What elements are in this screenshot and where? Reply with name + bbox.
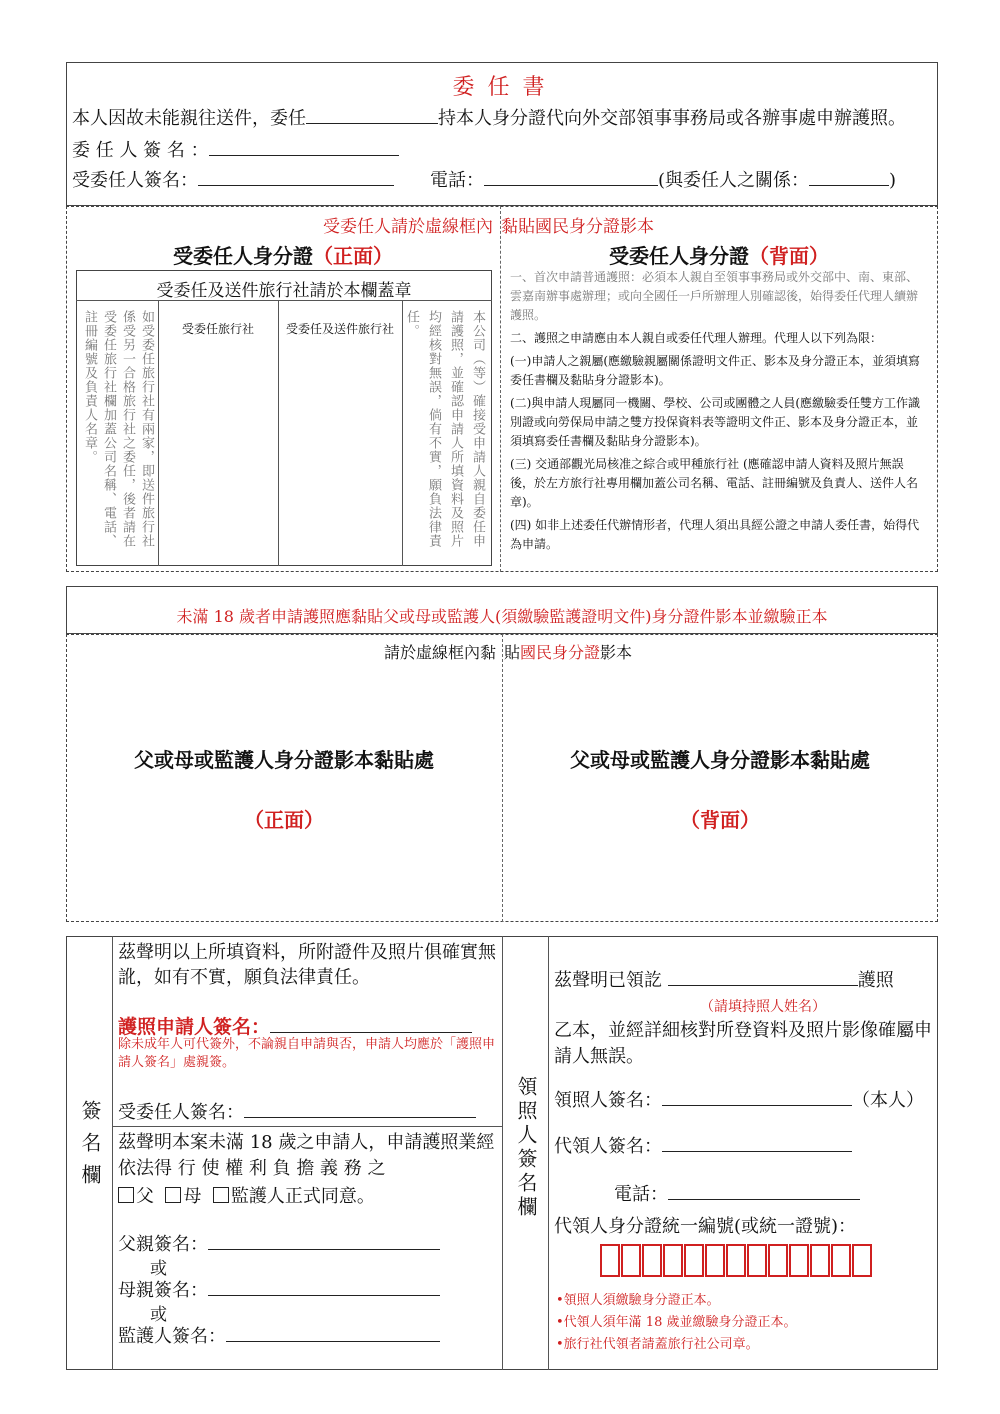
stamp-left-note: 如受委任旅行社有兩家，即送件旅行社係受另一合格旅行社之委任，後者請在受委任旅行社欄加蓋公司名稱、電話、註冊編號及負責人名章。 <box>82 310 154 548</box>
letter-line1-post: 持本人身分證代向外交部領事事務局或各辦事處申辦護照。 <box>438 108 906 129</box>
guardian-back-side: （背面） <box>680 808 760 832</box>
id-digit-box[interactable] <box>600 1244 620 1277</box>
id-digit-box[interactable] <box>789 1244 809 1277</box>
mother-option: 母 <box>183 1186 202 1207</box>
proxy-signature-label: 代領人簽名： <box>554 1136 662 1157</box>
holder-signature-row <box>554 1086 924 1112</box>
signature-label-divider <box>112 936 113 1370</box>
guardian-option: 監護人正式同意。 <box>230 1186 375 1207</box>
id-digit-box[interactable] <box>831 1244 851 1277</box>
holder-name-field[interactable] <box>668 967 858 986</box>
father-option: 父 <box>136 1186 154 1207</box>
guardian-front-side: （正面） <box>244 808 324 832</box>
agent-id-back-heading <box>500 240 938 269</box>
agent-phone-row <box>430 166 896 192</box>
guardian-instruction <box>330 640 632 663</box>
sig-agent-label: 受委任人簽名： <box>118 1102 244 1123</box>
agent-id-instruction <box>0 212 1000 237</box>
father-signature-row <box>118 1230 440 1256</box>
id-digit-box[interactable] <box>621 1244 641 1277</box>
note-item: (一)申請人之親屬(應繳驗親屬關係證明文件正、影本及身分證正本，並須填寫委任書欄及黏貼身分證影本)。 <box>510 354 921 387</box>
signature-row-divider <box>112 1126 502 1127</box>
applicant-signature-label: 護照申請人簽名： <box>118 1016 271 1038</box>
applicant-signature-note: 除未成年人可代簽外，不論親自申請與否，申請人均應於「護照申請人簽名」處親簽。 <box>118 1037 496 1070</box>
receive-line2: 乙本，並經詳細核對所登資料及照片影像確屬申請人無誤。 <box>554 1020 932 1067</box>
note-item: 一、首次申請普通護照：必須本人親自至領事事務局或外交部中、南、東部、雲嘉南辦事處辦理；或向全國任一戶所辦理人別確認後，始得委任代理人續辦護照。 <box>510 270 919 322</box>
stamp-col-agency: 受委任旅行社 <box>181 322 254 336</box>
receive-line1-post: 護照 <box>857 970 894 991</box>
holder-signature-field[interactable] <box>662 1087 852 1106</box>
note-item: (三) 交通部觀光局核准之綜合或甲種旅行社 (應確認申請人資料及照片無誤後，於左方旅行社專用欄加蓋公司名稱、電話、註冊編號及負責人、送件人名章)。 <box>510 457 919 509</box>
guardian-instruction-mid: 貼 <box>504 643 521 662</box>
proxy-phone-row <box>614 1180 860 1206</box>
guardian-instruction-post: 影本 <box>600 643 633 662</box>
receive-note: •旅行社代領者請蓋旅行社公司章。 <box>556 1337 759 1352</box>
note-item: 二、護照之申請應由本人親自或委任代理人辦理。代理人以下列為限： <box>510 331 883 345</box>
holder-signature-suffix: （本人） <box>852 1090 924 1111</box>
mother-signature-field[interactable] <box>208 1277 440 1296</box>
proxy-signature-field[interactable] <box>662 1133 852 1152</box>
guardian-front-label: 父或母或監護人身分證影本黏貼處 <box>134 748 434 772</box>
receive-line1 <box>554 966 894 992</box>
guardian-checkbox[interactable] <box>213 1187 229 1203</box>
guardian-id-divider <box>502 634 503 922</box>
guardian-instruction-red: 國民身分證 <box>520 643 601 662</box>
stamp-right-note: 本公司（等）確接受申請人親自委任申請護照，並確認申請人所填資料及照片均經核對無誤，倘有不實，願負法律責任。 <box>404 310 485 548</box>
agent-phone-label: 電話： <box>430 170 484 191</box>
minor-statement: 茲聲明本案未滿 18 歲之申請人，申請護照業經依法得 行 使 權 利 負 擔 義 務 之 <box>118 1132 495 1179</box>
agent-id-front-title: 受委任人身分證 <box>173 244 313 268</box>
signature-declaration: 茲聲明以上所填資料，所附證件及照片俱確實無訛，如有不實，願負法律責任。 <box>118 942 496 988</box>
guardian-back-label: 父或母或監護人身分證影本黏貼處 <box>570 748 870 772</box>
father-checkbox[interactable] <box>118 1187 134 1203</box>
id-digit-box[interactable] <box>852 1244 872 1277</box>
agency-stamp-title: 受委任及送件旅行社請於本欄蓋章 <box>156 281 412 301</box>
id-digit-box[interactable] <box>663 1244 683 1277</box>
agent-phone-field[interactable] <box>484 167 658 186</box>
id-digit-box[interactable] <box>684 1244 704 1277</box>
proxy-phone-label: 電話： <box>614 1184 668 1205</box>
guardian-instruction-pre: 請於虛線框內黏 <box>383 643 496 662</box>
letter-line1-pre: 本人因故未能親往送件，委任 <box>72 108 306 129</box>
agent-signature-row <box>72 166 394 192</box>
receive-notes <box>556 1290 796 1356</box>
agent-id-notes <box>510 268 926 554</box>
proxy-phone-field[interactable] <box>668 1181 860 1200</box>
stamp-col-divider-2 <box>278 300 279 566</box>
principal-signature-field[interactable] <box>209 137 399 156</box>
note-item: (四) 如非上述委任代辦情形者，代理人須出具經公證之申請人委任書，始得代為申請。 <box>510 518 920 551</box>
applicant-signature-field[interactable] <box>270 1014 472 1033</box>
id-digit-box[interactable] <box>768 1244 788 1277</box>
guardian-signature-field[interactable] <box>226 1323 440 1342</box>
principal-signature-label: 委 任 人 簽 名 ： <box>72 140 209 161</box>
stamp-col-divider-1 <box>158 300 159 566</box>
mother-signature-row <box>118 1276 440 1302</box>
stamp-col-divider-3 <box>402 300 403 566</box>
stamp-col-send-agency: 受委任及送件旅行社 <box>285 322 394 336</box>
principal-signature-row <box>72 136 399 162</box>
mother-checkbox[interactable] <box>165 1187 181 1203</box>
note-item: (二)與申請人現屬同一機關、學校、公司或團體之人員(應繳驗委任雙方工作識別證或向勞保局申請之雙方投保資料表等證明文件正、影本及身分證正本，並須填寫委任書欄及黏貼身分證影本)。 <box>510 396 921 448</box>
id-digit-box[interactable] <box>642 1244 662 1277</box>
agent-signature-field[interactable] <box>198 167 394 186</box>
father-signature-field[interactable] <box>208 1231 440 1250</box>
agent-id-instruction-rest: 黏貼國民身分證影本 <box>501 217 654 237</box>
relation-label: (與委任人之關係： <box>658 170 810 191</box>
father-signature-label: 父親簽名： <box>118 1234 208 1255</box>
consent-options <box>118 1182 375 1208</box>
agent-signature-label: 受委任人簽名： <box>72 170 198 191</box>
sig-agent-field[interactable] <box>244 1099 476 1118</box>
receive-label-divider <box>548 936 549 1370</box>
signature-mid-divider <box>502 936 503 1370</box>
guardian-signature-row <box>118 1322 440 1348</box>
guardian-signature-label: 監護人簽名： <box>118 1326 226 1347</box>
id-digit-box[interactable] <box>705 1244 725 1277</box>
agent-id-back-title: 受委任人身分證 <box>609 244 749 268</box>
holder-signature-label: 領照人簽名： <box>554 1090 662 1111</box>
or-text-1: 或 <box>150 1259 167 1279</box>
proxy-signature-row <box>554 1132 852 1158</box>
id-digit-box[interactable] <box>810 1244 830 1277</box>
or-text-2: 或 <box>150 1305 167 1325</box>
proxy-id-boxes[interactable] <box>600 1244 873 1277</box>
receive-note: •代領人須年滿 18 歲並繳驗身分證正本。 <box>556 1315 797 1330</box>
signature-section-label: 簽名欄 <box>78 1100 102 1196</box>
relation-close: ) <box>889 170 897 191</box>
applicant-signature-row <box>118 1012 472 1039</box>
agent-id-front-suffix: （正面） <box>313 244 393 268</box>
guardian-header: 未滿 18 歲者申請護照應黏貼父或母或監護人(須繳驗監護證明文件)身分證件影本並繳驗正本 <box>176 607 828 626</box>
relation-field[interactable] <box>809 167 889 186</box>
agent-id-instruction-red: 受委任人請於虛線框內 <box>323 217 493 237</box>
mother-signature-label: 母親簽名： <box>118 1280 208 1301</box>
letter-line1 <box>72 104 906 130</box>
sig-agent-row <box>118 1098 476 1124</box>
stamp-title-divider <box>76 300 492 301</box>
id-digit-box[interactable] <box>747 1244 767 1277</box>
agent-id-front-heading <box>66 240 500 269</box>
proxy-id-label: 代領人身分證統一編號(或統一證號)： <box>554 1216 857 1237</box>
receive-note: •領照人須繳驗身分證正本。 <box>556 1293 720 1308</box>
receive-line1-pre: 茲聲明已領訖 <box>554 970 662 991</box>
agent-id-back-suffix: （背面） <box>749 244 829 268</box>
letter-title: 委 任 書 <box>452 75 548 100</box>
agent-name-field[interactable] <box>306 105 438 124</box>
receive-section-label: 領照人簽名欄 <box>514 1076 538 1220</box>
holder-name-hint: （請填持照人姓名） <box>700 999 826 1015</box>
id-digit-box[interactable] <box>726 1244 746 1277</box>
